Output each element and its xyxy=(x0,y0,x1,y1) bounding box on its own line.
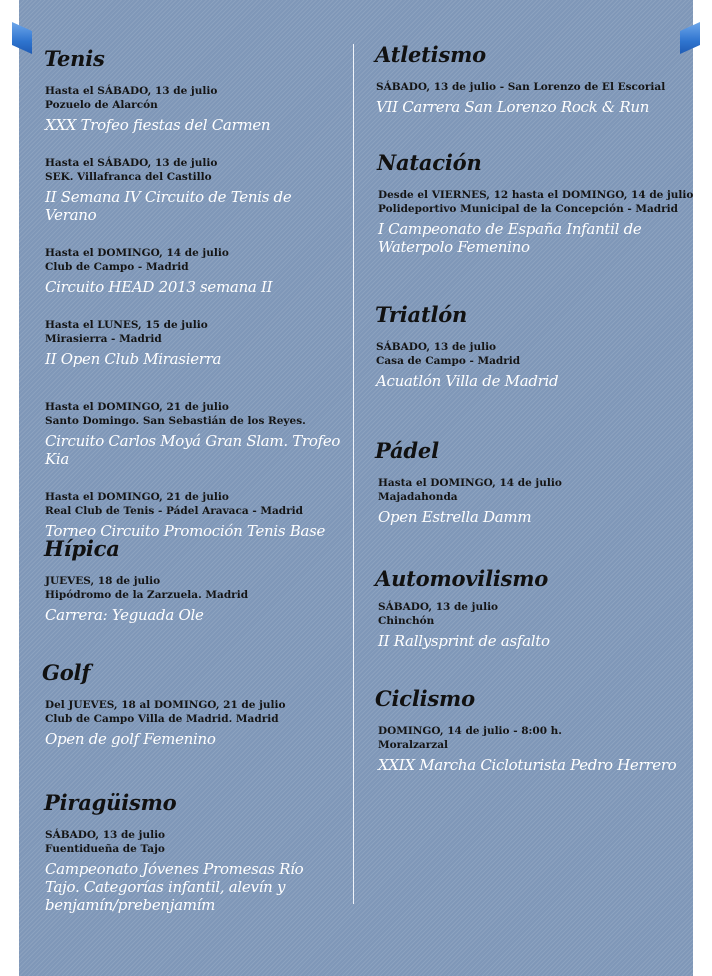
section-tenis xyxy=(44,46,344,560)
section-triatlon xyxy=(375,302,675,410)
event-place: Club de Campo Villa de Madrid. Madrid xyxy=(45,713,279,725)
event-place: Real Club de Tenis - Pádel Aravaca - Madrid xyxy=(45,505,303,517)
section-padel xyxy=(375,438,675,546)
event-date: Hasta el DOMINGO, 21 de julio xyxy=(45,491,229,503)
event-place: Club de Campo - Madrid xyxy=(45,261,189,273)
event-title: II Rallysprint de asfalto xyxy=(378,632,550,650)
event-place: Hipódromo de la Zarzuela. Madrid xyxy=(45,589,249,601)
section-heading: Hípica xyxy=(44,536,120,561)
event-date: Hasta el SÁBADO, 13 de julio xyxy=(45,85,218,97)
event-title: II Semana IV Circuito de Tenis de Verano xyxy=(45,188,292,224)
event-place: Santo Domingo. San Sebastián de los Reyes. xyxy=(45,415,306,427)
event-item xyxy=(45,698,342,748)
event-title: VII Carrera San Lorenzo Rock & Run xyxy=(376,98,650,116)
section-heading: Ciclismo xyxy=(375,686,475,711)
event-place: Majadahonda xyxy=(378,491,458,503)
event-place: Pozuelo de Alarcón xyxy=(45,99,158,111)
event-item xyxy=(45,574,344,624)
section-automovilismo xyxy=(375,566,675,670)
event-item xyxy=(45,84,344,134)
event-item xyxy=(376,80,675,116)
event-place: Moralzarzal xyxy=(378,739,449,751)
event-place: SEK. Villafranca del Castillo xyxy=(45,171,212,183)
section-heading: Natación xyxy=(377,150,482,175)
event-item xyxy=(45,246,344,296)
event-date: SÁBADO, 13 de julio xyxy=(378,601,499,613)
event-title: Open de golf Femenino xyxy=(45,730,216,748)
section-heading: Piragüismo xyxy=(44,790,177,815)
section-heading: Pádel xyxy=(375,438,439,463)
section-heading: Triatlón xyxy=(375,302,468,327)
event-item xyxy=(45,828,344,914)
event-title: XXIX Marcha Cicloturista Pedro Herrero xyxy=(378,756,677,774)
event-date: Hasta el DOMINGO, 21 de julio xyxy=(45,401,229,413)
event-place: Polideportivo Municipal de la Concepción - Madrid xyxy=(378,203,678,215)
event-date: Hasta el DOMINGO, 14 de julio xyxy=(378,477,562,489)
event-title: Circuito HEAD 2013 semana II xyxy=(45,278,273,296)
section-heading: Automovilismo xyxy=(375,566,549,591)
event-title: Carrera: Yeguada Ole xyxy=(45,606,204,624)
event-item xyxy=(45,490,344,540)
event-date: Hasta el SÁBADO, 13 de julio xyxy=(45,157,218,169)
section-golf xyxy=(42,660,342,768)
section-hipica xyxy=(44,536,344,644)
event-title: Acuatlón Villa de Madrid xyxy=(376,372,559,390)
event-date: DOMINGO, 14 de julio - 8:00 h. xyxy=(378,725,562,737)
event-title: Circuito Carlos Moyá Gran Slam. Trofeo Kia xyxy=(45,432,341,468)
event-place: Chinchón xyxy=(378,615,435,627)
section-ciclismo xyxy=(375,686,675,794)
event-place: Mirasierra - Madrid xyxy=(45,333,162,345)
event-item xyxy=(45,318,344,368)
event-item xyxy=(45,400,344,468)
event-title: XXX Trofeo fiestas del Carmen xyxy=(45,116,271,134)
column-divider xyxy=(353,44,354,904)
event-item xyxy=(378,724,675,774)
event-title: II Open Club Mirasierra xyxy=(45,350,222,368)
section-atletismo xyxy=(375,42,675,136)
event-date: SÁBADO, 13 de julio - San Lorenzo de El Escorial xyxy=(376,81,666,93)
event-date: Hasta el LUNES, 15 de julio xyxy=(45,319,208,331)
event-item xyxy=(378,476,675,526)
event-title: Open Estrella Damm xyxy=(378,508,532,526)
event-date: Del JUEVES, 18 al DOMINGO, 21 de julio xyxy=(45,699,286,711)
section-heading: Golf xyxy=(42,660,91,685)
event-item xyxy=(45,156,344,224)
section-piraguismo xyxy=(44,790,344,934)
event-date: Desde el VIERNES, 12 hasta el DOMINGO, 14 de julio xyxy=(378,189,694,201)
event-title: Torneo Circuito Promoción Tenis Base xyxy=(45,522,326,540)
event-item xyxy=(378,188,694,256)
event-date: SÁBADO, 13 de julio xyxy=(376,341,497,353)
section-heading: Atletismo xyxy=(375,42,486,67)
event-title: I Campeonato de España Infantil de Waterpolo Femenino xyxy=(378,220,642,256)
section-natacion xyxy=(377,150,694,276)
event-place: Casa de Campo - Madrid xyxy=(376,355,521,367)
event-item xyxy=(378,600,675,650)
event-item xyxy=(376,340,675,390)
section-heading: Tenis xyxy=(44,46,105,71)
event-title: Campeonato Jóvenes Promesas Río Tajo. Categorías infantil, alevín y benjamín/prebenjamím xyxy=(45,860,304,914)
event-date: Hasta el DOMINGO, 14 de julio xyxy=(45,247,229,259)
event-place: Fuentidueña de Tajo xyxy=(45,843,165,855)
event-date: JUEVES, 18 de julio xyxy=(45,575,161,587)
event-date: SÁBADO, 13 de julio xyxy=(45,829,166,841)
